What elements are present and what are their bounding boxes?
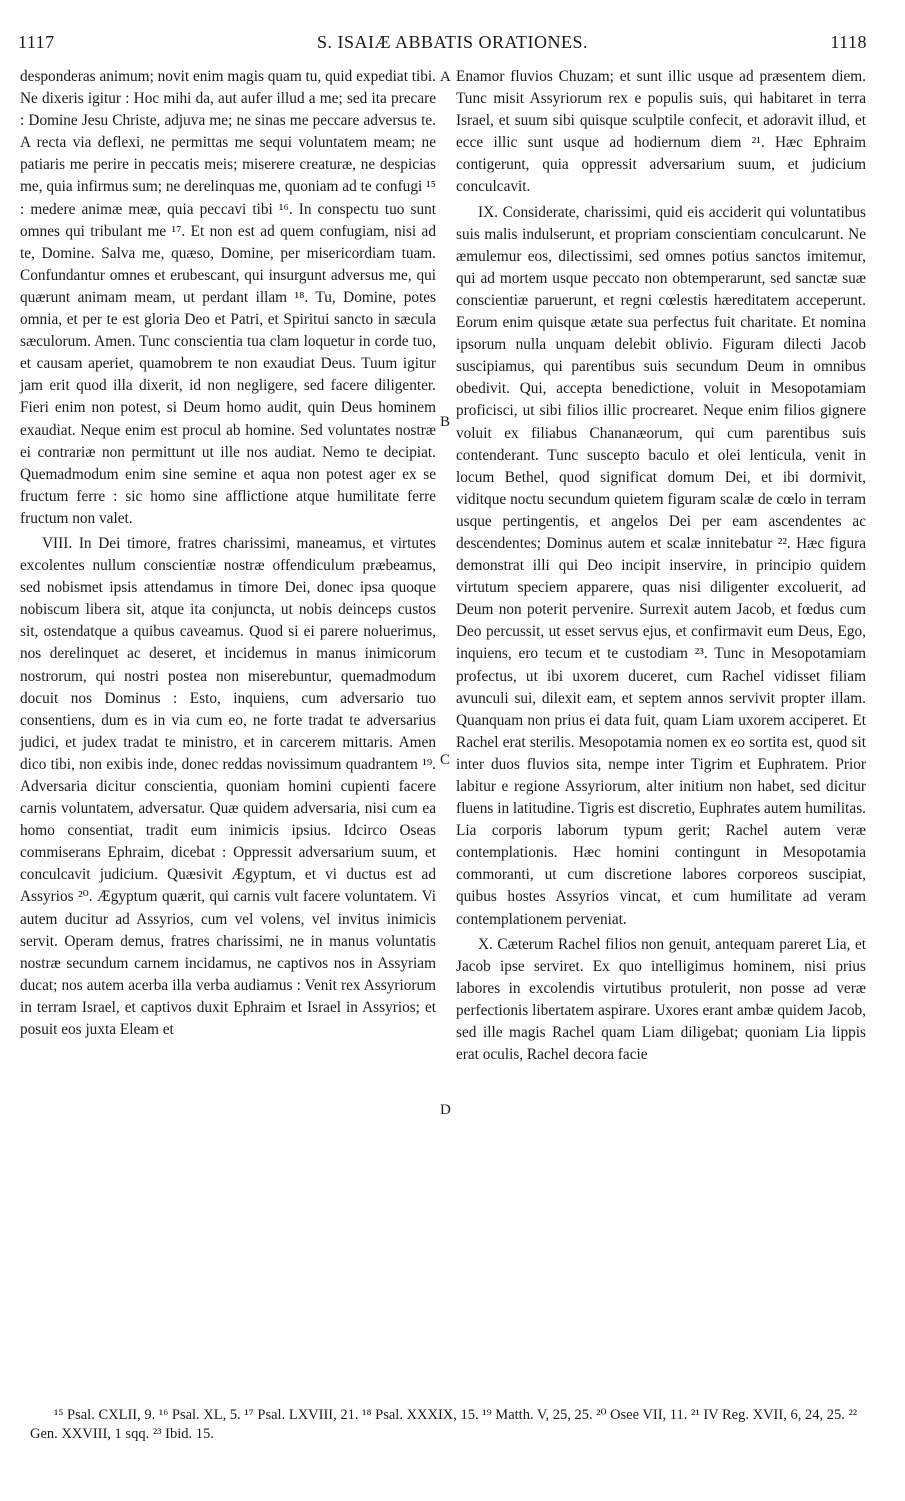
paragraph: desponderas animum; novit enim magis quam tu, quid expediat tibi. Ne dixeris igitur : Hoc mihi da, aut aufer illud a me; sed ita precare : Domine Jesu Christe, adjuva me; ne sinas me peccare adversus te. A recta via deflexi, ne permittas me sequi voluntatem meam; ne patiaris me perire in peccatis meis; miserere creaturæ, ne despicias me, quia infirmus sum; ne derelinquas me, quoniam ad te confugi ¹⁵ : medere animæ meæ, quia peccavi tibi ¹⁶. In conspectu tuo sunt omnes qui tribulant me ¹⁷. Et non est ad quem confugiam, nisi ad te, Domine. Salva me, quæso, Domine, per misericordiam tuam. Confundantur omnes et erubescant, qui insurgunt adversus me, qui quærunt animam meam, ut perdant illam ¹⁸. Tu, Domine, potes omnia, et per te est gloria Deo et Patri, et Spiritui sancto in sæcula sæculorum. Amen. Tunc conscientia tua clam loquetur in corde tuo, et causam aperiet, quamobrem te non exaudiat Deus. Tuum igitur jam erit quod illa dixerit, id non negligere, sed facere diligenter. Fieri enim non potest, si Deum homo audit, quin Deus hominem exaudiat. Neque enim est procul ab homine. Sed voluntates nostræ ei contrariæ non permittunt ut ille nos audiat. Nemo te decipiat. Quemadmodum enim sine semine et aqua non potest ager ex se fructum ferre : sic homo sine afflictione atque humilitate ferre fructum non valet. xyxy=(20,68,436,527)
paragraph: Enamor fluvios Chuzam; et sunt illic usque ad præsentem diem. Tunc misit Assyriorum rex e populis suis, qui habitaret in terra Israel, et suum sibi quisque sculptile confecit, et adoravit illud, et ecce illic sunt usque ad hodiernum diem ²¹. Hæc Ephraim contigerunt, quia oppressit adversarium suum, et judicium conculcavit. xyxy=(456,68,866,196)
right-column xyxy=(456,66,866,1066)
column-number-right: 1118 xyxy=(830,32,867,52)
margin-letter-c: C xyxy=(440,752,451,768)
left-column xyxy=(20,66,436,1041)
margin-letter-a: A xyxy=(440,69,451,85)
margin-letter-d: D xyxy=(440,1102,451,1118)
footnotes: ¹⁵ Psal. CXLII, 9. ¹⁶ Psal. XL, 5. ¹⁷ Psal. LXVIII, 21. ¹⁸ Psal. XXXIX, 15. ¹⁹ Matth. V, 25, 25. ²⁰ Osee VII, 11. ²¹ IV Reg. XVII, 6, 24, 25. ²² Gen. XXVIII, 1 sqq. ²³ Ibid. 15. xyxy=(30,1407,858,1442)
running-title: S. ISAIÆ ABBATIS ORATIONES. xyxy=(316,32,589,52)
paragraph: IX. Considerate, charissimi, quid eis acciderit qui voluntatibus suis malis indulserunt, et propriam conscientiam conculcarunt. Ne æmulemur eos, dilectissimi, sed omnes potius sanctos imitemur, qui ad mortem usque peccato non obtemperarunt, sed sanctæ suæ conscientiæ paruerunt, et regni cœlestis hæreditatem acceperunt. Eorum enim quisque ætate sua perfectus fuit charitate. Et nomina ipsorum nulla unquam delebit oblivio. Figuram dilecti Jacob suscipiamus, qui parentibus suis secundum Deum in omnibus obedivit. Qui, accepta benedictione, voluit in Mesopotamiam proficisci, ut sibi filios illic procrearet. Neque enim filios gignere voluit ex filiabus Chananæorum, qui cum parentibus suis contenderant. Tunc suscepto baculo et olei lenticula, venit in locum Bethel, quod significat domum Dei, et ibi dormivit, viditque noctu secundum quietem figuram scalæ de cœlo in terram usque pertingentis, et angelos Dei per eam ascendentes ac descendentes; Dominus autem et scalæ innitebatur ²². Hæc figura demonstrat illi qui Deo incipit inservire, in principio quidem virtutum speciem apparere, quas nisi diligenter excoluerit, ad Deum non poterit pervenire. Surrexit autem Jacob, et fœdus cum Deo percussit, ut esset servus ejus, et confirmavit eum Deus, Ego, inquiens, ero tecum et te custodiam ²³. Tunc in Mesopotamiam profectus, ut ibi uxorem duceret, cum Rachel vidisset filiam avunculi sui, dilexit eam, et septem annos servivit propter illam. Quanquam non prius ei data fuit, quam Liam uxorem acciperet. Et Rachel erat sterilis. Mesopotamia nomen ex eo sortita est, quod sit inter duos fluvios sita, nempe inter Tigrim et Euphratem. Prior labitur e regione Assyriorum, alter initium non habet, sed dicitur fluens in latitudine. Tigris est discretio, Euphrates autem humilitas. Lia corporis laborum typum gerit; Rachel autem veræ contemplationis. Hæc homini contingunt in Mesopotamia commoranti, ut cum discretione labores corporeos suscipiat, quibus hostes Assyrios vincat, et cum humilitate ad veram contemplationem perveniat. xyxy=(456,203,866,928)
running-header xyxy=(0,32,905,56)
paragraph: VIII. In Dei timore, fratres charissimi, maneamus, et virtutes excolentes nullum conscientiæ nostræ offendiculum præbeamus, sed nobismet ipsis attendamus in timore Dei, donec ipsa quoque nobiscum libera sit, atque ita conjuncta, ut nobis deinceps custos sit, ostendatque a quibus caveamus. Quod si ei parere noluerimus, nos derelinquet ac deseret, et incidemus in manus inimicorum nostrorum, qui nostri postea non miserebuntur, quemadmodum docuit nos Dominus : Esto, inquiens, cum adversario tuo consentiens, dum es in via cum eo, ne forte tradat te adversarius judici, et judex tradat te ministro, et in carcerem mittaris. Amen dico tibi, non exibis inde, donec reddas novissimum quadrantem ¹⁹. Adversaria dicitur conscientia, quoniam homini cupienti facere carnis voluntatem, adversatur. Quæ quidem adversaria, nisi cum ea homo consentiat, tradit eum inimicis ipsius. Idcirco Oseas commiserans Ephraim, dicebat : Oppressit adversarium suum, et conculcavit judicium. Quæsivit Ægyptum, et vi ductus est ad Assyrios ²⁰. Ægyptum quærit, qui carnis vult facere voluntatem. Vi autem ducitur ad Assyrios, cum vel volens, vel invitus inimicis servit. Operam demus, fratres charissimi, ne in manus voluntatis nostræ secundum carnem incidamus, ne captivos nos in Assyriam ducat; nos autem acerba illa verba audiamus : Venit rex Assyriorum in terram Israel, et captivos duxit Ephraim et Israel in Assyrios; et posuit eos juxta Eleam et xyxy=(20,534,436,1039)
margin-letter-b: B xyxy=(440,414,451,430)
column-number-left: 1117 xyxy=(18,32,55,52)
paragraph: X. Cæterum Rachel filios non genuit, antequam pareret Lia, et Jacob ipse serviret. Ex quo intelligimus hominem, nisi prius labores in excolendis virtutibus protulerit, non posse ad veræ perfectionis libertatem aspirare. Uxores erant ambæ quidem Jacob, sed ille magis Rachel quam Liam diligebat; quoniam Lia lippis erat oculis, Rachel decora facie xyxy=(456,935,866,1064)
